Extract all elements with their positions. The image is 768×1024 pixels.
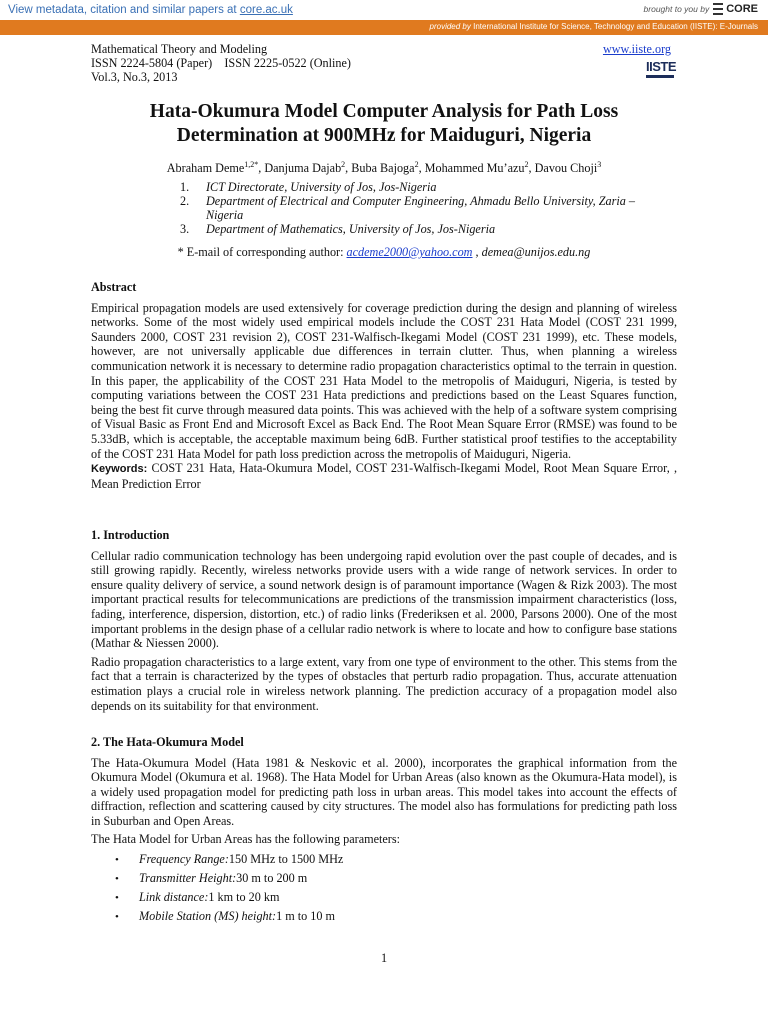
hata-heading: 2. The Hata-Okumura Model xyxy=(91,735,244,749)
core-logo: CORE xyxy=(713,3,758,15)
author-list xyxy=(60,160,708,176)
abstract-text: Empirical propagation models are used extensively for coverage prediction during the design and planning of wireless networks. Some of the most widely used empirical models include the COST 231 Hata Model (COST 231 1999, Saunders 2000, COST 231 revision 2), COST 231-Walfisch-Ikegami Model (COST 231 1999), etc. These models, however, are not universally applicable due differences in terrain clutter. Thus, when planning a wireless communication network it is necessary to determine radio propagation characteristics optimal to the terrain in question. In this paper, the applicability of the COST 231 Hata Model to the metropolis of Maiduguri, Nigeria, is tested by computing variations between the COST 231 Hata predictions and predictions based on the Least Squares function, being the best fit curve through measured data points. This was achieved with the help of a software system comprising of Visual Basic as Front End and Microsoft Excel as Back End. The Root Mean Square Error (RMSE) was found to be 5.33dB, which is acceptable, the acceptable maximum being 6dB. Further statistical proof testifies to the acceptability of the COST 231 Hata Model for path loss prediction across the metropolis of Maiduguri, Nigeria. xyxy=(91,300,677,461)
parameter-list xyxy=(115,850,343,926)
iiste-logo: IISTE xyxy=(646,59,676,85)
banner-metadata-text: View metadata, citation and similar papers at core.ac.uk xyxy=(8,4,293,16)
introduction-paragraph: Radio propagation characteristics to a large extent, vary from one type of environment to the other. This stems from the fact that a terrain is characterized by the types of obstacles that perturb radio propagation. Thus, accurate attenuation estimation plays a crucial role in wireless network planning. The prediction accuracy of a propagation model also depends on its suitability for that environment. xyxy=(91,654,677,713)
journal-url-link[interactable]: www.iiste.org xyxy=(602,42,671,56)
introduction-section xyxy=(91,528,677,713)
core-logo-icon xyxy=(713,3,723,15)
author: Buba Bajoga$^2$, xyxy=(351,160,425,176)
hata-section xyxy=(91,735,677,846)
abstract-section xyxy=(91,280,677,491)
journal-header xyxy=(91,42,351,84)
bullet-icon: • xyxy=(115,853,119,866)
corresponding-email: * E-mail of corresponding author: acdeme2000@yahoo.com , demea@unijos.edu.ng xyxy=(177,245,591,259)
journal-issn: ISSN 2224-5804 (Paper) ISSN 2225-0522 (Online) xyxy=(91,56,351,70)
affiliation-list xyxy=(180,180,700,236)
paper-title: Hata-Okumura Model Computer Analysis for Path Loss Determination at 900MHz for Maiduguri, Nigeria xyxy=(149,101,619,146)
page-number: 1 xyxy=(380,951,388,965)
journal-volume: Vol.3, No.3, 2013 xyxy=(91,70,178,84)
core-banner xyxy=(0,0,768,35)
affiliation-item: 1. ICT Directorate, University of Jos, Jos-Nigeria xyxy=(180,180,437,194)
provider-text: provided by International Institute for Science, Technology and Education (IISTE): E-Journals xyxy=(429,22,758,31)
affiliation-item: Nigeria xyxy=(206,208,244,222)
author: Mohammed Mu’azu$^2$, xyxy=(424,160,535,176)
author: Davou Choji$^3$ xyxy=(534,160,602,176)
core-link[interactable]: core.ac.uk xyxy=(239,4,293,16)
author: Danjuma Dajab$^2$, xyxy=(264,160,352,176)
journal-name: Mathematical Theory and Modeling xyxy=(91,42,268,56)
list-item: • Link distance: 1 km to 20 km xyxy=(115,890,280,904)
keywords: Keywords: COST 231 Hata, Hata-Okumura Model, COST 231-Walfisch-Ikegami Model, Root Mean Square Error, , Mean Prediction Error xyxy=(91,461,677,491)
list-item: • Frequency Range: 150 MHz to 1500 MHz xyxy=(115,852,344,866)
bullet-icon: • xyxy=(115,872,119,885)
bullet-icon: • xyxy=(115,891,119,904)
email-link[interactable]: acdeme2000@yahoo.com xyxy=(346,245,473,259)
list-item: • Transmitter Height: 30 m to 200 m xyxy=(115,871,308,885)
hata-paragraph: The Hata Model for Urban Areas has the following parameters: xyxy=(91,831,400,846)
provider-strip xyxy=(0,20,768,35)
abstract-heading: Abstract xyxy=(91,280,137,294)
author: Abraham Deme$^{1,2*}$, xyxy=(166,160,265,176)
affiliation-item: 2. Department of Electrical and Computer Engineering, Ahmadu Bello University, Zaria – xyxy=(180,194,635,208)
affiliation-item: 3. Department of Mathematics, University of Jos, Jos-Nigeria xyxy=(180,222,496,236)
introduction-heading: 1. Introduction xyxy=(91,528,170,542)
bullet-icon: • xyxy=(115,910,119,923)
hata-paragraph: The Hata-Okumura Model (Hata 1981 & Neskovic et al. 2000), incorporates the graphical information from the Okumura Model (Okumura et al. 1968). The Hata Model for Urban Areas (also known as the Okumura-Hata model), is a widely used propagation model for predicting path loss in urban areas. This model takes into account the effects of diffraction, reflection and scattering caused by city structures. The model also has formulations for predicting path loss in Suburban and Open Areas. xyxy=(91,755,677,828)
list-item: • Mobile Station (MS) height: 1 m to 10 m xyxy=(115,909,336,923)
introduction-paragraph: Cellular radio communication technology has been undergoing rapid evolution over the past couple of decades, and is still growing rapidly. Recently, wireless networks provide users with a wide range of network services. In order to ensure quality delivery of service, a sound network design is of paramount importance (Wagen & Rizk 2003). The most important practical results for telecommunications are predictions of the transmission impairment characteristics (loss, fading, interference, dispersion, distortion, etc.) of radio links (Frederiksen et al. 2000, Parsons 2000). One of the most important problems in the design phase of a cellular radio network is where to locate and how to configure base stations (Mathar & Niessen 2000). xyxy=(91,548,677,651)
banner-brought-by[interactable]: brought to you by CORE xyxy=(643,3,758,15)
